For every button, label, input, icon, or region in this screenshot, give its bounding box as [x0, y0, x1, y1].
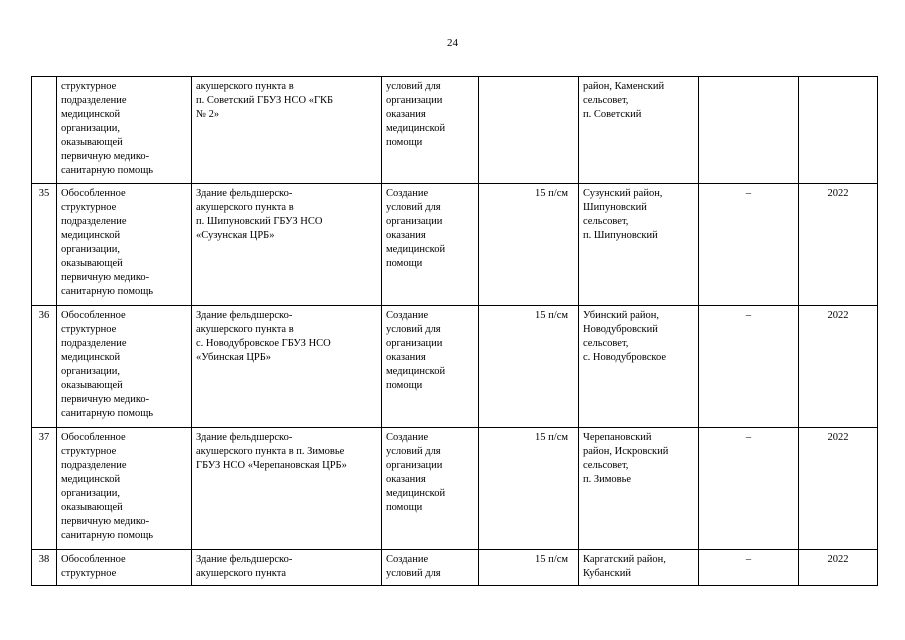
object-year [799, 77, 878, 184]
row-number: 36 [32, 306, 57, 428]
object-type: Обособленное структурное подразделение медицинской организации, оказывающей первичную медико- санитарную помощь [57, 428, 192, 550]
column-7-value: – [699, 428, 799, 550]
object-location: Каргатский район, Кубанский [579, 550, 699, 586]
row-number: 38 [32, 550, 57, 586]
table-row [32, 77, 878, 184]
object-name: акушерского пункта в п. Советский ГБУЗ НСО «ГКБ № 2» [192, 77, 382, 184]
object-year: 2022 [799, 550, 878, 586]
object-purpose: Создание условий для организации оказания медицинской помощи [382, 306, 479, 428]
object-name: Здание фельдшерско- акушерского пункта [192, 550, 382, 586]
object-purpose: Создание условий для организации оказания медицинской помощи [382, 428, 479, 550]
object-purpose: Создание условий для [382, 550, 479, 586]
object-capacity [479, 77, 579, 184]
objects-table [31, 76, 878, 586]
column-7-value: – [699, 550, 799, 586]
column-7-value: – [699, 306, 799, 428]
object-type: Обособленное структурное [57, 550, 192, 586]
object-location: Сузунский район, Шипуновский сельсовет, п. Шипуновский [579, 184, 699, 306]
object-type: Обособленное структурное подразделение медицинской организации, оказывающей первичную медико- санитарную помощь [57, 306, 192, 428]
column-7-value: – [699, 184, 799, 306]
object-capacity: 15 п/см [479, 306, 579, 428]
object-capacity: 15 п/см [479, 550, 579, 586]
object-type: Обособленное структурное подразделение медицинской организации, оказывающей первичную медико- санитарную помощь [57, 184, 192, 306]
table-row [32, 428, 878, 550]
page-number: 24 [447, 37, 458, 49]
object-location: Черепановский район, Искровский сельсовет, п. Зимовье [579, 428, 699, 550]
object-capacity: 15 п/см [479, 428, 579, 550]
object-year: 2022 [799, 428, 878, 550]
object-name: Здание фельдшерско- акушерского пункта в с. Новодубровское ГБУЗ НСО «Убинская ЦРБ» [192, 306, 382, 428]
object-name: Здание фельдшерско- акушерского пункта в п. Шипуновский ГБУЗ НСО «Сузунская ЦРБ» [192, 184, 382, 306]
row-number: 35 [32, 184, 57, 306]
row-number: 37 [32, 428, 57, 550]
column-7-value [699, 77, 799, 184]
object-location: район, Каменский сельсовет, п. Советский [579, 77, 699, 184]
table-row [32, 550, 878, 586]
object-name: Здание фельдшерско- акушерского пункта в п. Зимовье ГБУЗ НСО «Черепановская ЦРБ» [192, 428, 382, 550]
object-location: Убинский район, Новодубровский сельсовет, с. Новодубровское [579, 306, 699, 428]
object-purpose: Создание условий для организации оказания медицинской помощи [382, 184, 479, 306]
row-number [32, 77, 57, 184]
table-row [32, 306, 878, 428]
object-year: 2022 [799, 306, 878, 428]
object-year: 2022 [799, 184, 878, 306]
object-type: структурное подразделение медицинской организации, оказывающей первичную медико- санитарную помощь [57, 77, 192, 184]
table-row [32, 184, 878, 306]
object-capacity: 15 п/см [479, 184, 579, 306]
object-purpose: условий для организации оказания медицинской помощи [382, 77, 479, 184]
